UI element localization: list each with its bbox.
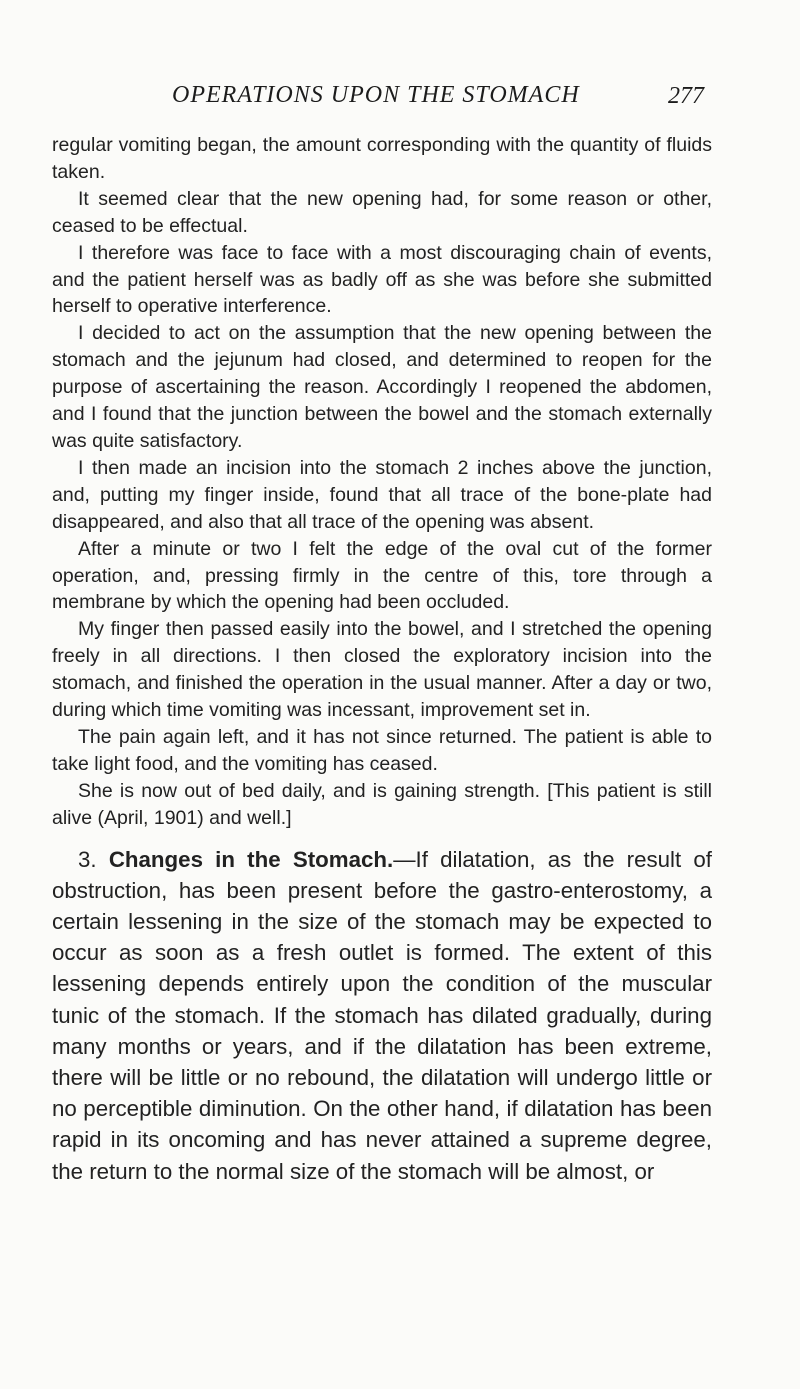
body-text bbox=[52, 132, 712, 1187]
paragraph: regular vomiting began, the amount corresponding with the quantity of fluids taken. bbox=[52, 134, 712, 183]
paragraph: She is now out of bed daily, and is gaining strength. [This patient is still alive (April, 1901) and well.] bbox=[52, 779, 712, 829]
paragraph: After a minute or two I felt the edge of the oval cut of the former operation, and, pressing firmly in the centre of this, tore through a membrane by which the opening had been occluded. bbox=[52, 537, 712, 614]
paragraph: I therefore was face to face with a most discouraging chain of events, and the patient herself was as badly off as she was before she submitted herself to operative interference. bbox=[52, 241, 712, 318]
paragraph: I decided to act on the assumption that the new opening between the stomach and the jejunum had closed, and determined to reopen for the purpose of ascertaining the reason. Accordingly I reopened the abdomen, and I found that the junction between the bowel and the stomach externally was quite satisfactory. bbox=[52, 322, 712, 452]
section-number: 3. bbox=[78, 846, 97, 872]
section-text: —If dilatation, as the result of obstruction, has been present before the gastro-enterostomy, a certain lessening in the size of the stomach may be expected to occur as soon as a fresh outlet is formed. The extent of this lessening depends entirely upon the condition of the muscular tunic of the stomach. If the stomach has dilated gradually, during many months or years, and if the dilatation has been extreme, there will be little or no rebound, the dilatation will undergo little or no perceptible diminution. On the other hand, if dilatation has been rapid in its oncoming and has never attained a supreme degree, the return to the normal size of the stomach will be almost, or bbox=[52, 846, 712, 1184]
section-paragraph bbox=[52, 844, 712, 1187]
paragraph: It seemed clear that the new opening had, for some reason or other, ceased to be effectual. bbox=[52, 187, 712, 237]
running-head bbox=[0, 82, 800, 112]
section-heading: Changes in the Stomach. bbox=[108, 846, 394, 872]
paragraph: I then made an incision into the stomach 2 inches above the junction, and, putting my finger inside, found that all trace of the bone-plate had disappeared, and also that all trace of the opening was absent. bbox=[52, 456, 712, 533]
paragraph: The pain again left, and it has not since returned. The patient is able to take light food, and the vomiting has ceased. bbox=[52, 725, 712, 775]
running-title: OPERATIONS UPON THE STOMACH bbox=[172, 82, 580, 108]
page-number: 277 bbox=[668, 83, 704, 109]
paragraph: My finger then passed easily into the bowel, and I stretched the opening freely in all directions. I then closed the exploratory incision into the stomach, and finished the operation in the usual manner. After a day or two, during which time vomiting was incessant, improvement set in. bbox=[52, 618, 712, 722]
